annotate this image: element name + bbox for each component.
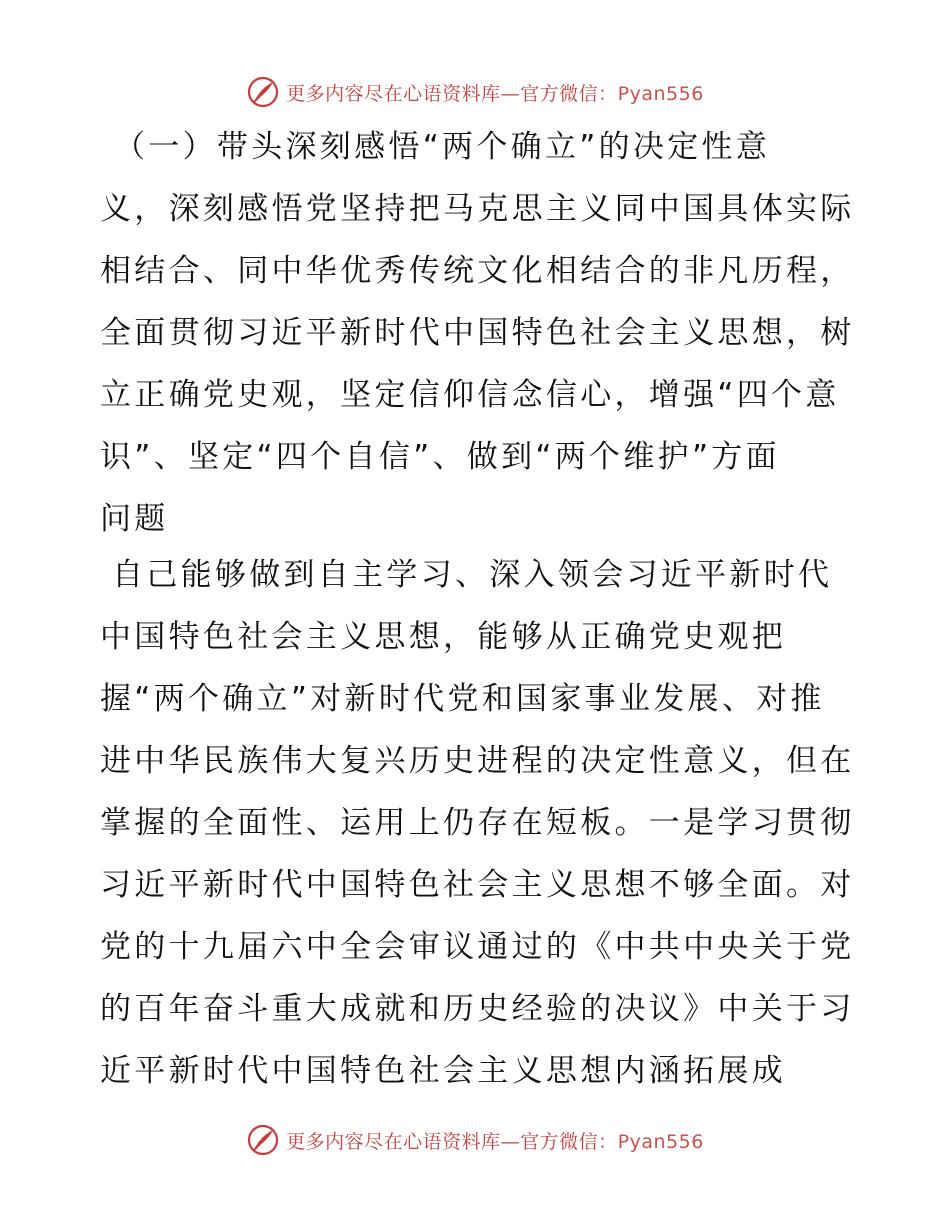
watermark-text	[286, 79, 704, 106]
watermark-label: 更多内容尽在心语资料库—官方微信：	[286, 1130, 618, 1153]
text-line: 识”、坚定“四个自信”、做到“两个维护”方面	[100, 439, 780, 475]
watermark-label: 更多内容尽在心语资料库—官方微信：	[286, 82, 618, 105]
feather-pen-logo-icon	[246, 75, 280, 109]
header-watermark	[0, 72, 950, 112]
text-line: 握“两个确立”对新时代党和国家事业发展、对推	[100, 681, 825, 717]
text-line: 掌握的全面性、运用上仍存在短板。一是学习贯彻	[100, 805, 855, 841]
text-line: 中国特色社会主义思想，能够从正确党史观把	[100, 619, 786, 655]
text-line: 自己能够做到自主学习、深入领会习近平新时代	[112, 557, 833, 593]
text-line: （一）带头深刻感悟“两个确立”的决定性意	[114, 129, 771, 165]
watermark-wechat-id: Pyan556	[617, 1130, 704, 1153]
text-line: 习近平新时代中国特色社会主义思想不够全面。对	[100, 867, 855, 903]
body-paragraph	[100, 544, 860, 1102]
watermark-text	[286, 1127, 704, 1154]
text-line: 党的十九届六中全会审议通过的《中共中央关于党	[100, 929, 855, 965]
watermark-wechat-id: Pyan556	[617, 82, 704, 105]
text-line: 的百年奋斗重大成就和历史经验的决议》中关于习	[100, 991, 855, 1027]
feather-pen-logo-icon	[246, 1123, 280, 1157]
text-line: 进中华民族伟大复兴历史进程的决定性意义，但在	[100, 743, 855, 779]
text-line: 全面贯彻习近平新时代中国特色社会主义思想，树	[100, 315, 855, 351]
text-line: 近平新时代中国特色社会主义思想内涵拓展成	[100, 1053, 786, 1089]
text-line: 立正确党史观，坚定信仰信念信心，增强“四个意	[100, 377, 840, 413]
section-heading-paragraph	[100, 116, 860, 550]
text-line: 义，深刻感悟党坚持把马克思主义同中国具体实际	[100, 191, 855, 227]
text-line: 问题	[100, 501, 169, 537]
text-line: 相结合、同中华优秀传统文化相结合的非凡历程，	[100, 253, 855, 289]
footer-watermark	[0, 1120, 950, 1160]
